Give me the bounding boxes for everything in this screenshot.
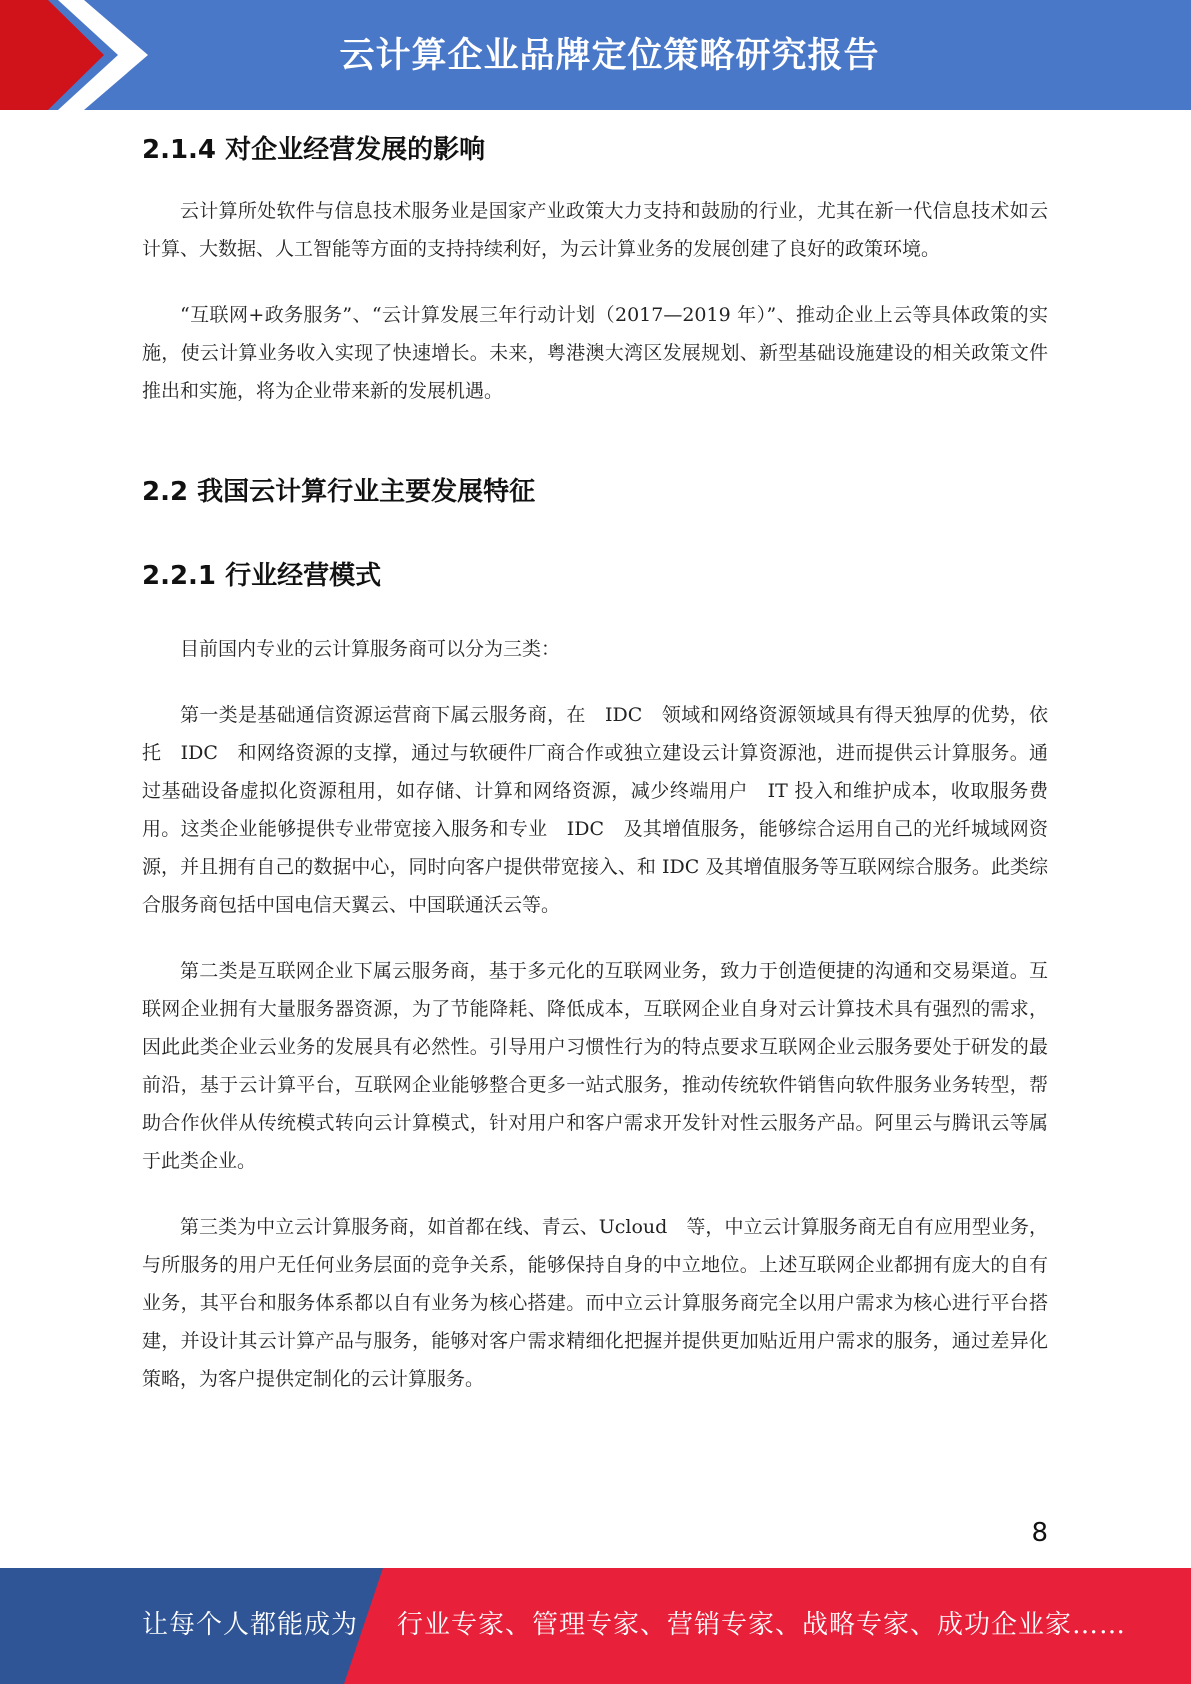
paragraph: 第三类为中立云计算服务商，如首都在线、青云、Ucloud 等，中立云计算服务商无自有应用型业务，与所服务的用户无任何业务层面的竞争关系，能够保持自身的中立地位。上述互联网企业都拥有庞大的自有业务，其平台和服务体系都以自有业务为核心搭建。而中立云计算服务商完全以用户需求为核心进行平台搭建，并设计其云计算产品与服务，能够对客户需求精细化把握并提供更加贴近用户需求的服务，通过差异化策略，为客户提供定制化的云计算服务。 bbox=[142, 1216, 1048, 1390]
paragraph: “互联网+政务服务”、“云计算发展三年行动计划（2017—2019 年）”、推动企业上云等具体政策的实施，使云计算业务收入实现了快速增长。未来，粤港澳大湾区发展规划、新型基础设施建设的相关政策文件推出和实施，将为企业带来新的发展机遇。 bbox=[142, 304, 1048, 402]
paragraph: 第一类是基础通信资源运营商下属云服务商，在 IDC 领域和网络资源领域具有得天独厚的优势，依托 IDC 和网络资源的支撑，通过与软硬件厂商合作或独立建设云计算资源池，进而提供云计算服务。通过基础设备虚拟化资源租用，如存储、计算和网络资源，减少终端用户 IT 投入和维护成本，收取服务费用。这类企业能够提供专业带宽接入服务和专业 IDC 及其增值服务，能够综合运用自己的光纤城域网资源，并且拥有自己的数据中心，同时向客户提供带宽接入、和 IDC 及其增值服务等互联网综合服务。此类综合服务商包括中国电信天翼云、中国联通沃云等。 bbox=[142, 704, 1048, 916]
paragraph: 目前国内专业的云计算服务商可以分为三类： bbox=[180, 638, 561, 660]
document-title: 云计算企业品牌定位策略研究报告 bbox=[339, 36, 880, 76]
section-heading-2-2-1: 2.2.1 行业经营模式 bbox=[142, 561, 382, 591]
page-number: 8 bbox=[1031, 1518, 1048, 1548]
footer-banner bbox=[0, 1568, 1191, 1684]
section-heading-2-1-4: 2.1.4 对企业经营发展的影响 bbox=[142, 135, 486, 165]
paragraph: 第二类是互联网企业下属云服务商，基于多元化的互联网业务，致力于创造便捷的沟通和交易渠道。互联网企业拥有大量服务器资源，为了节能降耗、降低成本，互联网企业自身对云计算技术具有强烈的需求，因此此类企业云业务的发展具有必然性。引导用户习惯性行为的特点要求互联网企业云服务要处于研发的最前沿，基于云计算平台，互联网企业能够整合更多一站式服务，推动传统软件销售向软件服务业务转型，帮助合作伙伴从传统模式转向云计算模式，针对用户和客户需求开发针对性云服务产品。阿里云与腾讯云等属于此类企业。 bbox=[142, 960, 1048, 1172]
header-banner bbox=[0, 0, 1191, 110]
section-heading-2-2: 2.2 我国云计算行业主要发展特征 bbox=[142, 477, 536, 507]
paragraph: 云计算所处软件与信息技术服务业是国家产业政策大力支持和鼓励的行业，尤其在新一代信息技术如云计算、大数据、人工智能等方面的支持持续利好，为云计算业务的发展创建了良好的政策环境。 bbox=[142, 200, 1048, 260]
footer-slogan-left: 让每个人都能成为 bbox=[142, 1610, 359, 1640]
footer-slogan-right: 行业专家、管理专家、营销专家、战略专家、成功企业家…… bbox=[397, 1610, 1127, 1640]
main-content bbox=[142, 126, 1048, 1398]
